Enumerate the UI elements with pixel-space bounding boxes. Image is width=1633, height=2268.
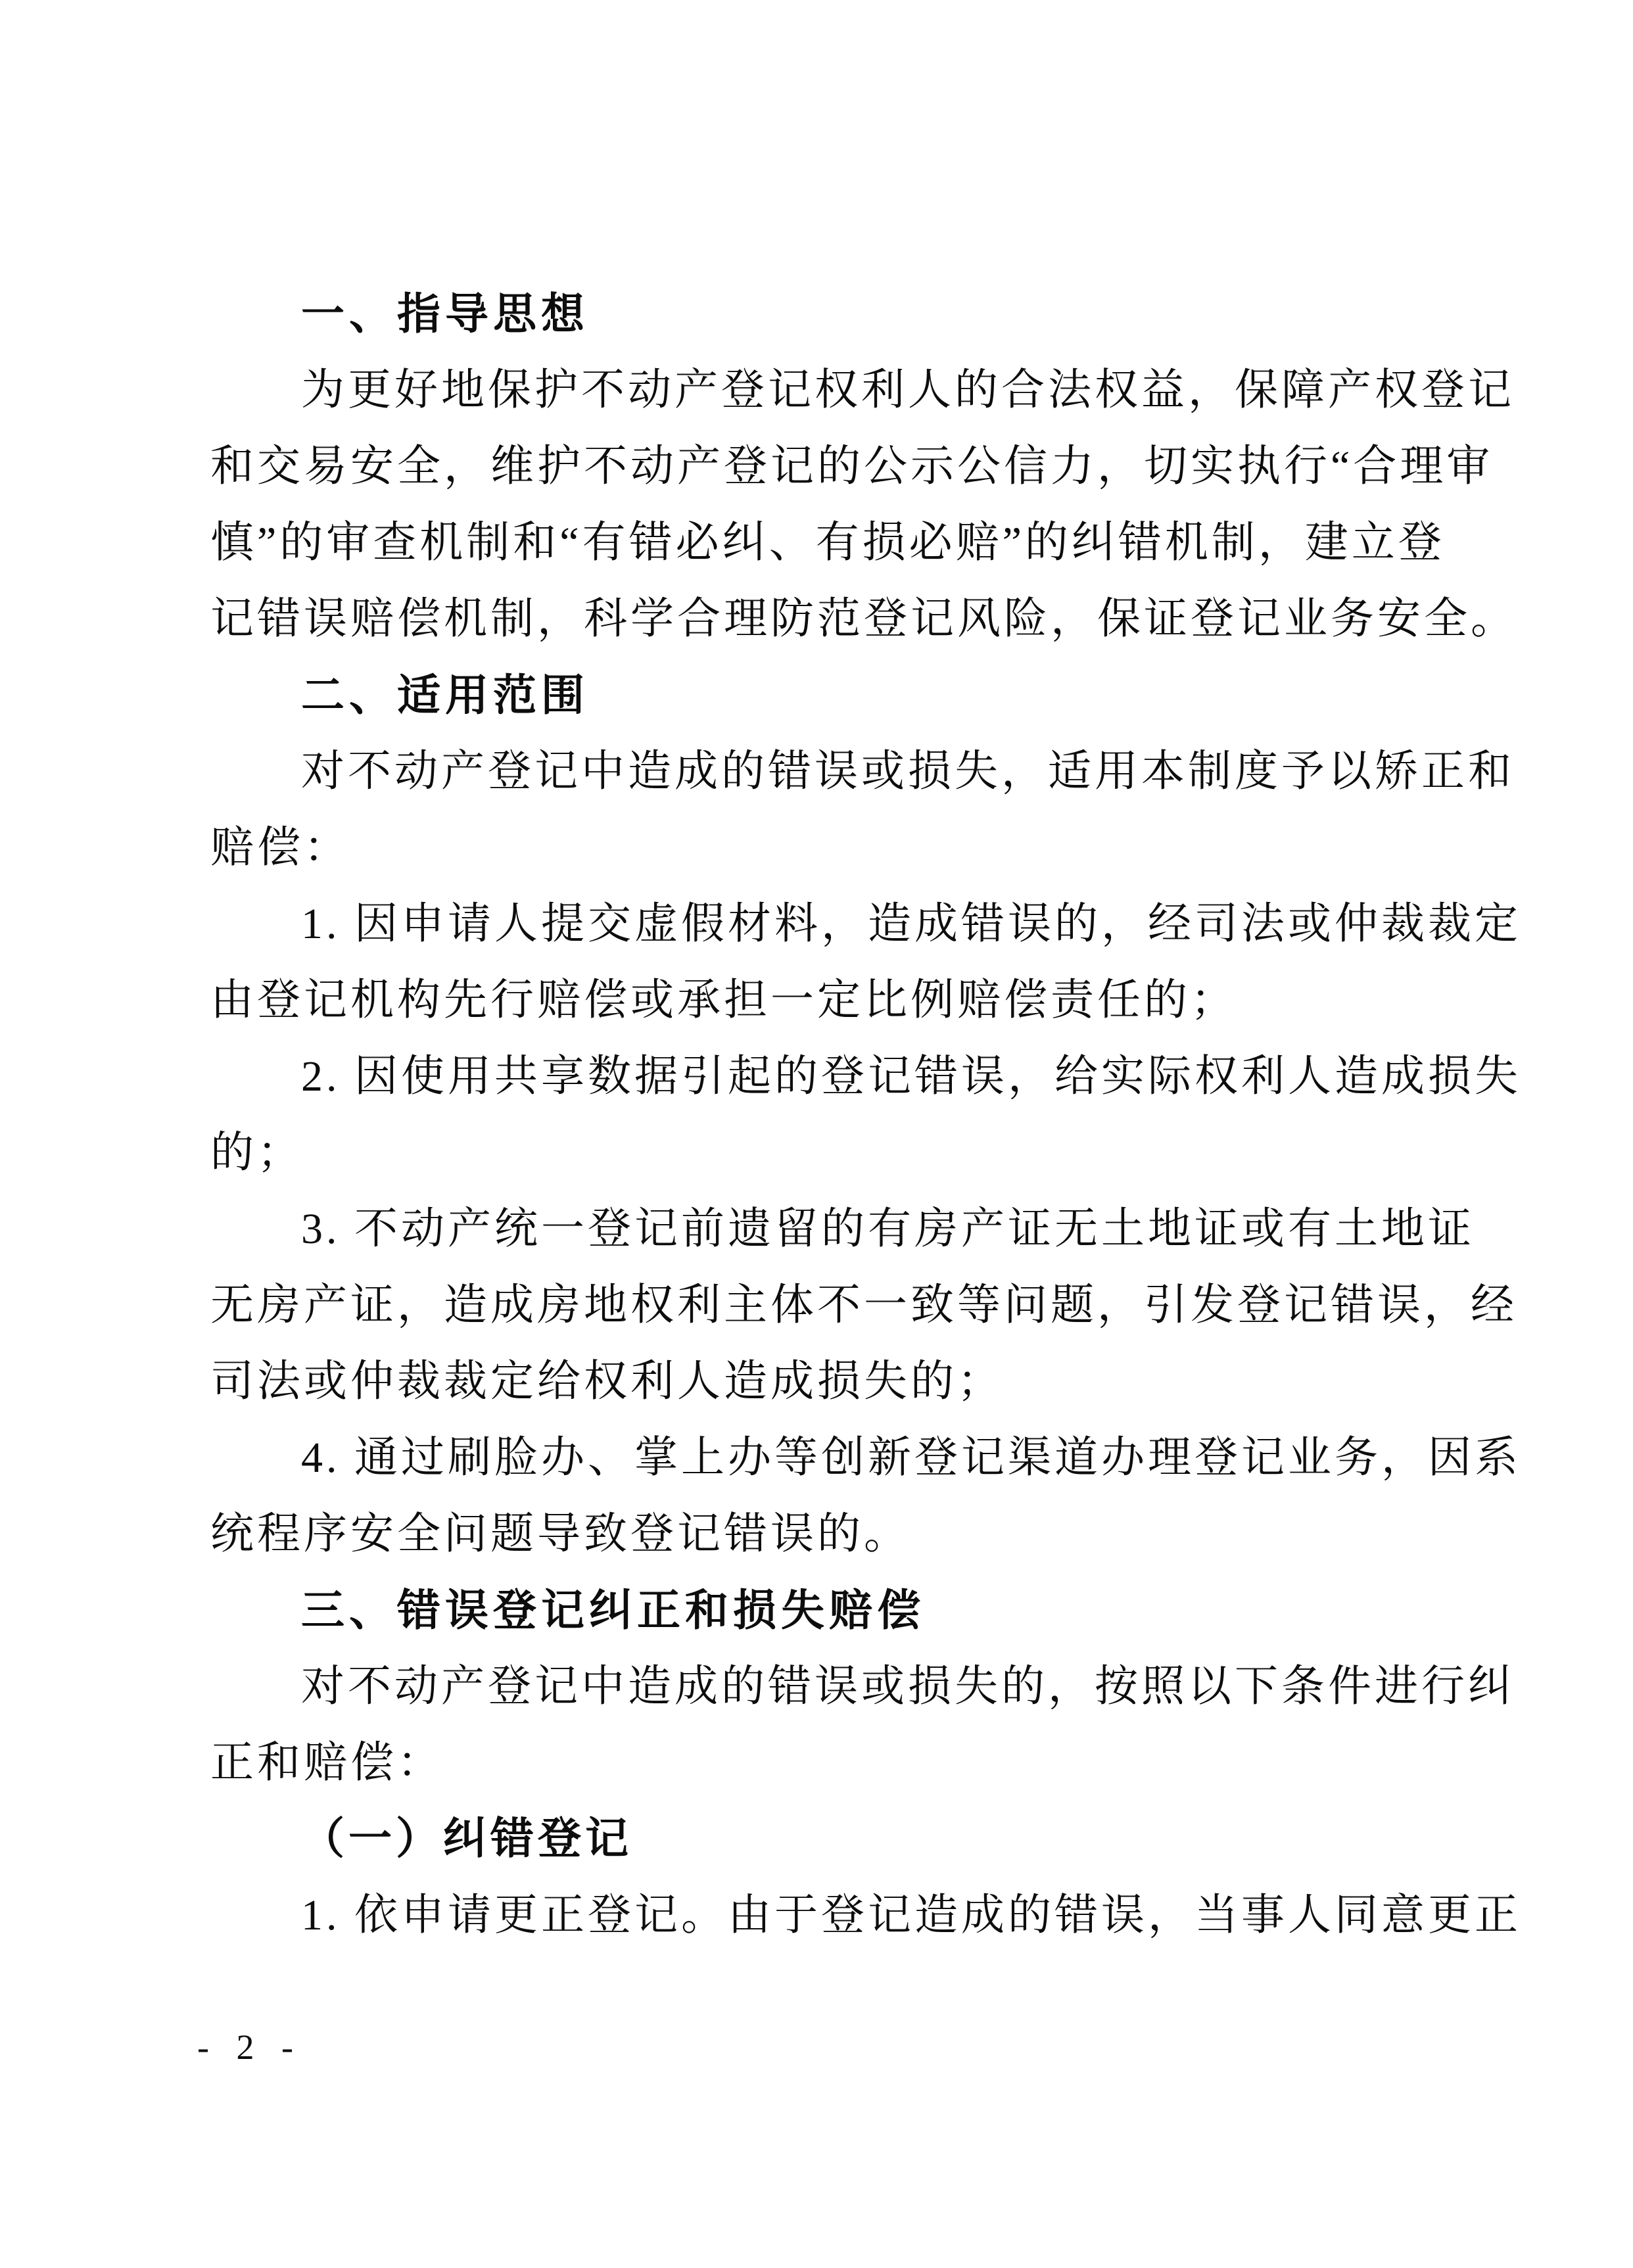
paragraph-line: 1. 依申请更正登记。由于登记造成的错误，当事人同意更正	[301, 1891, 1521, 1939]
document-body	[210, 276, 1521, 1954]
list-item-3-line: 无房产证，造成房地权利主体不一致等问题，引发登记错误，经	[210, 1281, 1517, 1329]
paragraph-line: 记错误赔偿机制，科学合理防范登记风险，保证登记业务安全。	[210, 595, 1517, 643]
list-item-4-line: 4. 通过刷脸办、掌上办等创新登记渠道办理登记业务，因系	[301, 1434, 1521, 1482]
list-item-2-line: 的；	[210, 1129, 304, 1177]
subsection-heading-error-correction-registration: （一）纠错登记	[301, 1815, 632, 1863]
paragraph-line: 慎”的审查机制和“有错必纠、有损必赔”的纠错机制，建立登	[210, 519, 1445, 567]
list-item-1-line: 由登记机构先行赔偿或承担一定比例赔偿责任的；	[210, 976, 1237, 1024]
list-item-3-line: 3. 不动产统一登记前遗留的有房产证无土地证或有土地证	[301, 1205, 1475, 1253]
section-heading-scope: 二、适用范围	[301, 670, 589, 721]
paragraph-line: 赔偿：	[210, 824, 350, 872]
section-heading-correction-compensation: 三、错误登记纠正和损失赔偿	[301, 1585, 925, 1636]
paragraph-line: 对不动产登记中造成的错误或损失，适用本制度予以矫正和	[301, 747, 1515, 795]
list-item-2-line: 2. 因使用共享数据引起的登记错误，给实际权利人造成损失	[301, 1052, 1521, 1100]
list-item-4-line: 统程序安全问题导致登记错误的。	[210, 1510, 911, 1558]
paragraph-line: 正和赔偿：	[210, 1739, 444, 1787]
paragraph-line: 和交易安全，维护不动产登记的公示公信力，切实执行“合理审	[210, 442, 1494, 490]
page-number: - 2 -	[197, 2027, 302, 2067]
list-item-3-line: 司法或仲裁裁定给权利人造成损失的；	[210, 1358, 1004, 1406]
paragraph-line: 对不动产登记中造成的错误或损失的，按照以下条件进行纠	[301, 1663, 1515, 1711]
paragraph-line: 为更好地保护不动产登记权利人的合法权益，保障产权登记	[301, 366, 1515, 414]
section-heading-guiding-ideology: 一、指导思想	[301, 289, 589, 339]
list-item-1-line: 1. 因申请人提交虚假材料，造成错误的，经司法或仲裁裁定	[301, 900, 1521, 948]
